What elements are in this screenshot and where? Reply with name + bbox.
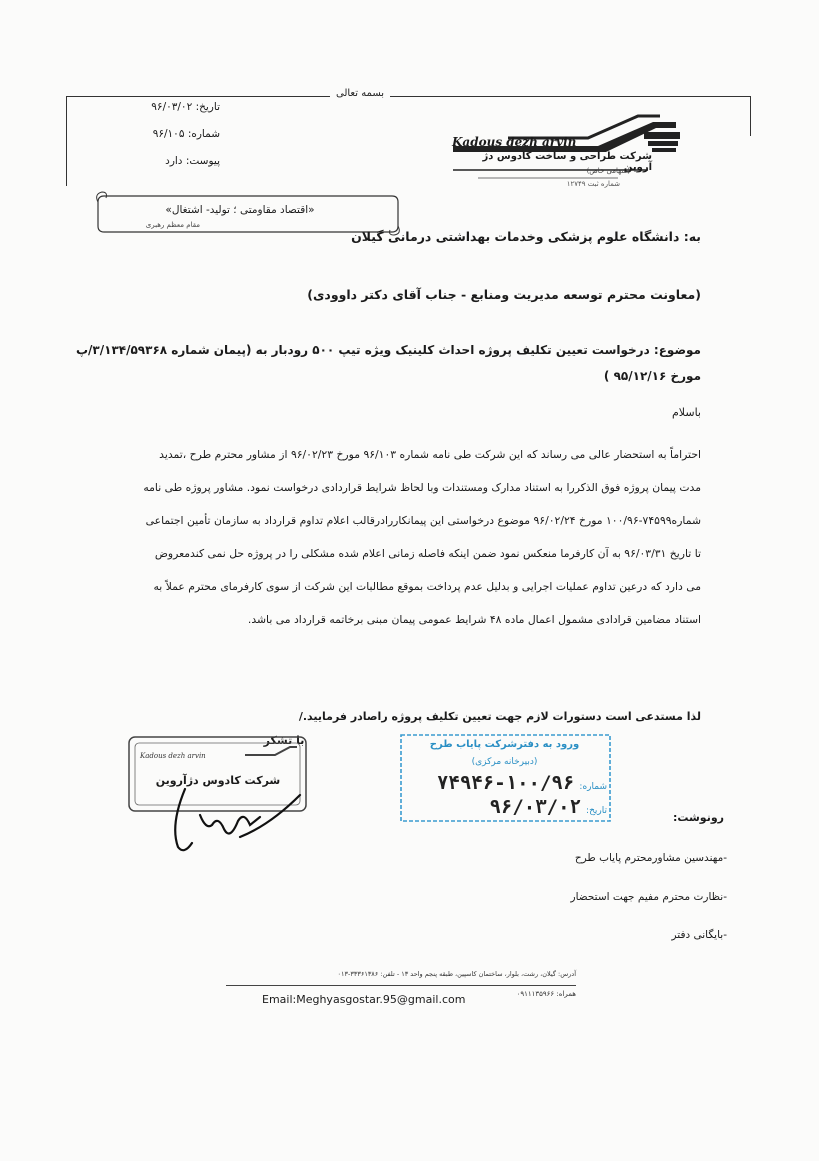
company-stamp-en: Kadous dezh arvin [140, 752, 206, 760]
signature-icon [140, 785, 310, 855]
frame-right-line [750, 96, 751, 136]
registry-date-value: ۹۶/۰۳/۰۲ [489, 796, 581, 818]
body-line: شماره۷۴۵۹۹-۱۰۰/۹۶ مورخ ۹۶/۰۲/۲۴ موضوع درخواستی این پیمانکاررادرقالب اعلام تداوم قرارداد به سازمان تأمین اجتماعی [145, 514, 701, 527]
cc-item: -بایگانی دفتر [671, 929, 727, 941]
closing-request: لذا مستدعی است دستورات لازم جهت تعیین تکلیف پروژه راصادر فرمایید./ [298, 710, 701, 723]
subject-line-1: موضوع: درخواست تعیین تکلیف پروژه احداث کلینیک ویژه تیپ ۵۰۰ رودبار به (پیمان شماره ۳/۱۳۴/۵۹۳۶۸/پ [75, 343, 701, 357]
logo-subtitle: (سهامی خاص) [586, 167, 630, 175]
body-line: مدت پیمان پروژه فوق الذکررا به استناد مدارک ومستندات وبا لحاظ شرایط قراردادی درخواست نمود. مشاور پروژه طی نامه [143, 481, 701, 494]
body-line: احتراماً به استحضار عالی می رساند که این شرکت طی نامه شماره ۹۶/۱۰۳ مورخ ۹۶/۰۲/۲۳ از مشاور محترم طرح ،تمدید [159, 448, 701, 461]
registry-subtitle: (دبیرخانه مرکزی) [471, 757, 538, 767]
date-label: تاریخ: [195, 101, 220, 113]
slogan-text: «اقتصاد مقاومتی ؛ تولید- اشتغال» [165, 204, 315, 216]
body-line: استناد مضامین قرادادی مشمول اعمال ماده ۴۸ شرایط عمومی پیمان مبنی برخاتمه قرارداد می باشد. [247, 613, 701, 626]
logo-persian-name: شرکت طراحی و ساخت کادوس دژ آروین [482, 151, 652, 173]
company-stamp-text: شرکت کادوس دژآروین [155, 774, 281, 787]
logo-registration: شماره ثبت ۱۲۷۴۹ [566, 180, 620, 188]
cc-title: رونوشت: [672, 811, 724, 824]
date-value: ۹۶/۰۳/۰۲ [151, 101, 193, 113]
company-logo-icon [448, 108, 688, 190]
attention-line: (معاونت محترم توسعه مدیریت ومنابع - جناب آقای دکتر داوودی) [307, 287, 701, 302]
cc-item: -نظارت محترم مفیم جهت استحضار [570, 891, 727, 903]
logo-english-name: Kadous dezh arvin [452, 135, 577, 149]
attachment-field [70, 155, 220, 167]
attachment-label: پیوست: [185, 155, 220, 167]
registry-date-label: تاریخ: [586, 806, 607, 816]
subject-line-2: مورخ ۹۵/۱۲/۱۶ ) [603, 369, 701, 383]
registry-number-label: شماره: [579, 782, 607, 792]
body-line: تا تاریخ ۹۶/۰۳/۳۱ به آن کارفرما منعکس نمود ضمن اینکه فاصله زمانی اعلام شده مشکلی را در پروژه حل نمی کندمعروض [154, 547, 701, 560]
date-field [70, 101, 220, 113]
cc-item: -مهندسین مشاورمحترم پایاب طرح [574, 852, 727, 864]
thanks-text: با تشکر [263, 734, 305, 747]
number-value: ۹۶/۱۰۵ [152, 128, 185, 140]
number-label: شماره: [187, 128, 220, 140]
footer-phone: همراه: ۰۹۱۱۱۳۵۹۶۶ [516, 990, 576, 998]
subject [61, 337, 701, 389]
frame-top-line [66, 96, 750, 97]
body-line: می دارد که درعین تداوم عملیات اجرایی و بدلیل عدم پرداخت بموقع مطالبات این شرکت از سوی کارفرمای محترم عملاً به [153, 580, 701, 593]
header-title: بسمه تعالی [330, 88, 390, 99]
footer-email: Email:Meghyasgostar.95@gmail.com [262, 993, 466, 1006]
registry-title: ورود به دفترشرکت پایاب طرح [429, 739, 580, 750]
frame-left-line [66, 96, 67, 186]
footer-divider [226, 985, 576, 986]
registry-number [404, 772, 607, 794]
attachment-value: دارد [165, 155, 183, 167]
slogan-attribution: مقام معظم رهبری [145, 221, 200, 229]
greeting: باسلام [671, 406, 701, 419]
recipient: به: دانشگاه علوم پزشکی وخدمات بهداشتی درمانی گیلان [351, 229, 701, 244]
letter-body [41, 438, 701, 636]
footer-address: آدرس: گیلان، رشت، بلوار، ساختمان کاسپین، طبقه پنجم واحد ۱۳ - تلفن: ۳۳۳۶۱۳۸۶-۰۱۳ [337, 970, 576, 978]
registry-number-value: ۱۰۰/۹۶-۷۴۹۴۶ [437, 772, 575, 794]
number-field [70, 128, 220, 140]
